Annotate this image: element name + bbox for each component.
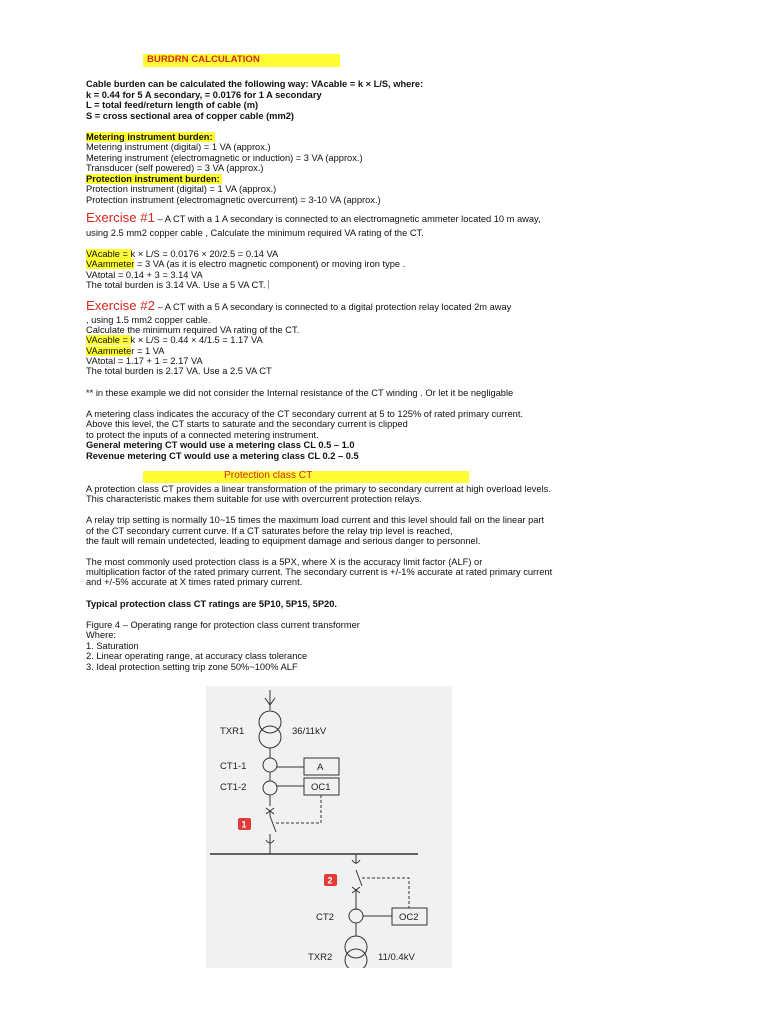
exercise-1-cable: [86, 249, 278, 259]
exercise-2-line-1: [86, 298, 512, 313]
oc2-label: OC2: [399, 912, 419, 923]
exercise-2-ammeter-rest: r = 1 VA: [131, 346, 165, 356]
note-line: ** in these example we did not consider the Internal resistance of the CT winding . Or let it be negligable: [86, 388, 514, 398]
ct2-label: CT2: [316, 912, 334, 923]
txr1-winding-secondary: [259, 726, 281, 748]
single-line-diagram-svg: [206, 686, 452, 968]
ct2-symbol: [349, 909, 363, 923]
exercise-2-line-3: Calculate the minimum required VA rating of the CT.: [86, 325, 300, 335]
metering-heading: [86, 132, 215, 142]
exercise-1-burden: [86, 280, 269, 290]
exercise-2-cable-rest: k × L/S = 0.44 × 4/1.5 = 1.17 VA: [130, 335, 263, 345]
typical-ratings-line: Typical protection class CT ratings are 5P10, 5P15, 5P20.: [86, 599, 337, 609]
pc-para2-line-3: the fault will remain undetected, leading to equipment damage and serious danger to personnel.: [86, 536, 481, 546]
badge-1-label: 1: [241, 819, 247, 830]
exercise-1-cable-rest: k × L/S = 0.0176 × 20/2.5 = 0.14 VA: [130, 249, 279, 259]
protection-item-1: Protection instrument (digital) = 1 VA (approx.): [86, 184, 277, 194]
exercise-1-ammeter: [86, 259, 405, 269]
protection-heading: [86, 174, 222, 184]
txr1-rating: 36/11kV: [292, 726, 327, 737]
txr2-label: TXR2: [308, 952, 333, 963]
exercise-2-line-2: , using 1.5 mm2 copper cable.: [86, 315, 211, 325]
metering-item-3: Transducer (self powered) = 3 VA (approx.): [86, 163, 264, 173]
breaker-1-blade: [270, 816, 276, 832]
txr2-winding-primary: [345, 936, 367, 958]
badge-2-label: 2: [327, 875, 333, 886]
metering-item-1: Metering instrument (digital) = 1 VA (approx.): [86, 142, 271, 152]
metering-class-line-3: to protect the inputs of a connected metering instrument.: [86, 430, 319, 440]
exercise-2-text: – A CT with a 5 A secondary is connected to a digital protection relay located 2m away: [154, 302, 512, 312]
figure-where: Where:: [86, 630, 116, 640]
exercise-2-cable-highlight: VAcable =: [86, 335, 131, 345]
exercise-1-total: VAtotal = 0.14 + 3 = 3.14 VA: [86, 270, 203, 280]
exercise-1-ammeter-highlight: VAammeter: [86, 259, 135, 269]
protection-item-2: Protection instrument (electromagnetic overcurrent) = 3-10 VA (approx.): [86, 195, 381, 205]
exercise-1-label: Exercise #1: [86, 210, 155, 225]
ct1-1-label: CT1-1: [220, 761, 247, 772]
ct1-2-symbol: [263, 781, 277, 795]
metering-class-line-1: A metering class indicates the accuracy of the CT secondary current at 5 to 125% of rated primary current.: [86, 409, 523, 419]
exercise-1-cable-highlight: VAcable =: [86, 249, 131, 259]
exercise-2-ammeter: [86, 346, 164, 356]
metering-class-line-2: Above this level, the CT starts to saturate and the secondary current is clipped: [86, 419, 408, 429]
general-metering-line: General metering CT would use a metering class CL 0.5 – 1.0: [86, 440, 355, 450]
ammeter-label: A: [317, 762, 324, 773]
ct1-2-label: CT1-2: [220, 782, 247, 793]
ct1-1-symbol: [263, 758, 277, 772]
intro-line-2: k = 0.44 for 5 A secondary, = 0.0176 for 1 A secondary: [86, 90, 322, 100]
figure-item-2: 2. Linear operating range, at accuracy class tolerance: [86, 651, 308, 661]
pc-para2-line-2: of the CT secondary current curve. If a CT saturates before the relay trip level is reached,: [86, 526, 453, 536]
metering-heading-text: Metering instrument burden:: [86, 132, 213, 142]
oc1-label: OC1: [311, 782, 331, 793]
protection-heading-text: Protection instrument burden:: [86, 174, 220, 184]
document-title: [143, 54, 340, 67]
exercise-2-cable: [86, 335, 263, 345]
exercise-1-burden-text: The total burden is 3.14 VA. Use a 5 VA CT.: [86, 280, 266, 290]
document-title-text: BURDRN CALCULATION: [147, 54, 260, 65]
single-line-diagram: [206, 686, 452, 968]
intro-line-3: L = total feed/return length of cable (m): [86, 100, 259, 110]
txr1-label: TXR1: [220, 726, 245, 737]
figure-caption: Figure 4 – Operating range for protection class current transformer: [86, 620, 360, 630]
pc-para1-line-1: A protection class CT provides a linear transformation of the primary to secondary current at high overload levels.: [86, 484, 551, 494]
pc-para1-line-2: This characteristic makes them suitable for use with overcurrent protection relays.: [86, 494, 422, 504]
text-cursor: [268, 280, 269, 289]
exercise-2-burden: The total burden is 2.17 VA. Use a 2.5 VA CT: [86, 366, 272, 376]
intro-line-1: Cable burden can be calculated the following way: VAcable = k × L/S, where:: [86, 79, 424, 89]
protection-class-heading-text: Protection class CT: [224, 470, 313, 481]
exercise-1-text: – A CT with a 1 A secondary is connected to an electromagnetic ammeter located 10 m away,: [154, 214, 541, 224]
figure-item-1: 1. Saturation: [86, 641, 139, 651]
pc-para2-line-1: A relay trip setting is normally 10~15 times the maximum load current and this level should fall on the linear part: [86, 515, 545, 525]
exercise-2-ammeter-highlight: VAammete: [86, 346, 132, 356]
exercise-1-line-2: using 2.5 mm2 copper cable , Calculate the minimum required VA rating of the CT.: [86, 228, 424, 238]
intro-line-4: S = cross sectional area of copper cable (mm2): [86, 111, 294, 121]
exercise-2-label: Exercise #2: [86, 298, 155, 313]
trip-link-1: [276, 795, 321, 823]
protection-class-heading: [143, 471, 469, 483]
pc-para3-line-2: multiplication factor of the rated primary current. The secondary current is +/-1% accurate at rated primary current: [86, 567, 553, 577]
exercise-1-ammeter-rest: = 3 VA (as it is electro magnetic component) or moving iron type .: [134, 259, 406, 269]
breaker-2-blade: [356, 870, 362, 886]
pc-para3-line-3: and +/-5% accurate at X times rated primary current.: [86, 577, 303, 587]
exercise-1-line-1: [86, 210, 541, 225]
figure-item-3: 3. Ideal protection setting trip zone 50%~100% ALF: [86, 662, 298, 672]
revenue-metering-line: Revenue metering CT would use a metering class CL 0.2 – 0.5: [86, 451, 359, 461]
pc-para3-line-1: The most commonly used protection class is a 5PX, where X is the accuracy limit factor (ALF) or: [86, 557, 483, 567]
trip-link-2: [362, 878, 409, 908]
metering-item-2: Metering instrument (electromagnetic or induction) = 3 VA (approx.): [86, 153, 363, 163]
txr2-rating: 11/0.4kV: [378, 952, 415, 963]
exercise-2-total: VAtotal = 1.17 + 1 = 2.17 VA: [86, 356, 203, 366]
